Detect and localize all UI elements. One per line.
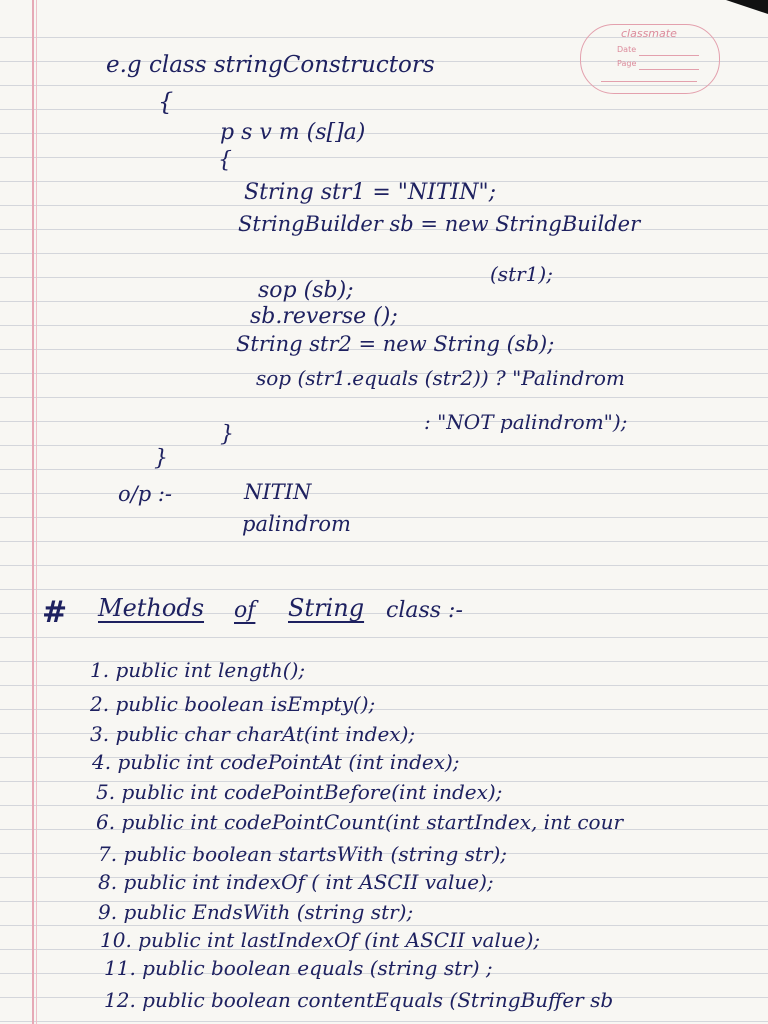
stamp-page-line [639,69,699,70]
method-item-2: 2. public boolean isEmpty(); [90,692,376,716]
heading-hash: # [42,595,68,630]
method-item-8: 8. public int indexOf ( int ASCII value); [98,870,494,894]
stamp-date-label: Date [617,45,637,54]
output-line-1: NITIN [244,480,312,504]
code-line-4: { [218,148,232,173]
method-item-9: 9. public EndsWith (string str); [98,900,414,924]
code-line-3: p s v m (s[]a) [220,120,366,145]
code-line-9: sb.reverse (); [250,304,398,329]
code-line-1: e.g class stringConstructors [106,52,435,78]
heading-class: class :- [386,598,463,623]
code-line-10: String str2 = new String (sb); [236,332,555,356]
method-item-3: 3. public char charAt(int index); [90,722,416,746]
heading-methods: Methods [98,594,205,622]
stamp-bottom-line [601,81,697,82]
stamp-page-label: Page [617,59,637,68]
code-line-6: StringBuilder sb = new StringBuilder [238,212,641,236]
stamp-date-line [639,55,699,56]
method-item-7: 7. public boolean startsWith (string str); [98,842,508,866]
method-item-10: 10. public int lastIndexOf (int ASCII value); [100,928,541,952]
code-line-11: sop (str1.equals (str2)) ? "Palindrom [256,366,625,390]
heading-of: of [234,598,256,623]
method-item-12: 12. public boolean contentEquals (StringBuffer sb [104,988,614,1012]
method-item-1: 1. public int length(); [90,658,306,682]
output-label: o/p :- [118,482,173,506]
margin-line [32,0,34,1024]
method-item-4: 4. public int codePointAt (int index); [92,750,460,774]
code-line-7: (str1); [490,262,553,286]
code-line-2: { [158,88,174,116]
code-line-12: : "NOT palindrom"); [424,410,628,434]
page-corner-shadow [726,0,768,14]
stamp-brand: classmate [621,27,677,40]
code-line-13: } [220,422,234,447]
method-item-5: 5. public int codePointBefore(int index); [96,780,503,804]
method-item-6: 6. public int codePointCount(int startIndex, int cour [96,810,624,834]
margin-line-inner [36,0,37,1024]
output-line-2: palindrom [242,512,351,536]
code-line-14: } [154,446,168,471]
method-item-11: 11. public boolean equals (string str) ; [104,956,493,980]
code-line-8: sop (sb); [258,278,354,303]
heading-string: String [288,594,365,622]
brand-stamp [580,24,720,94]
code-line-5: String str1 = "NITIN"; [244,180,496,205]
